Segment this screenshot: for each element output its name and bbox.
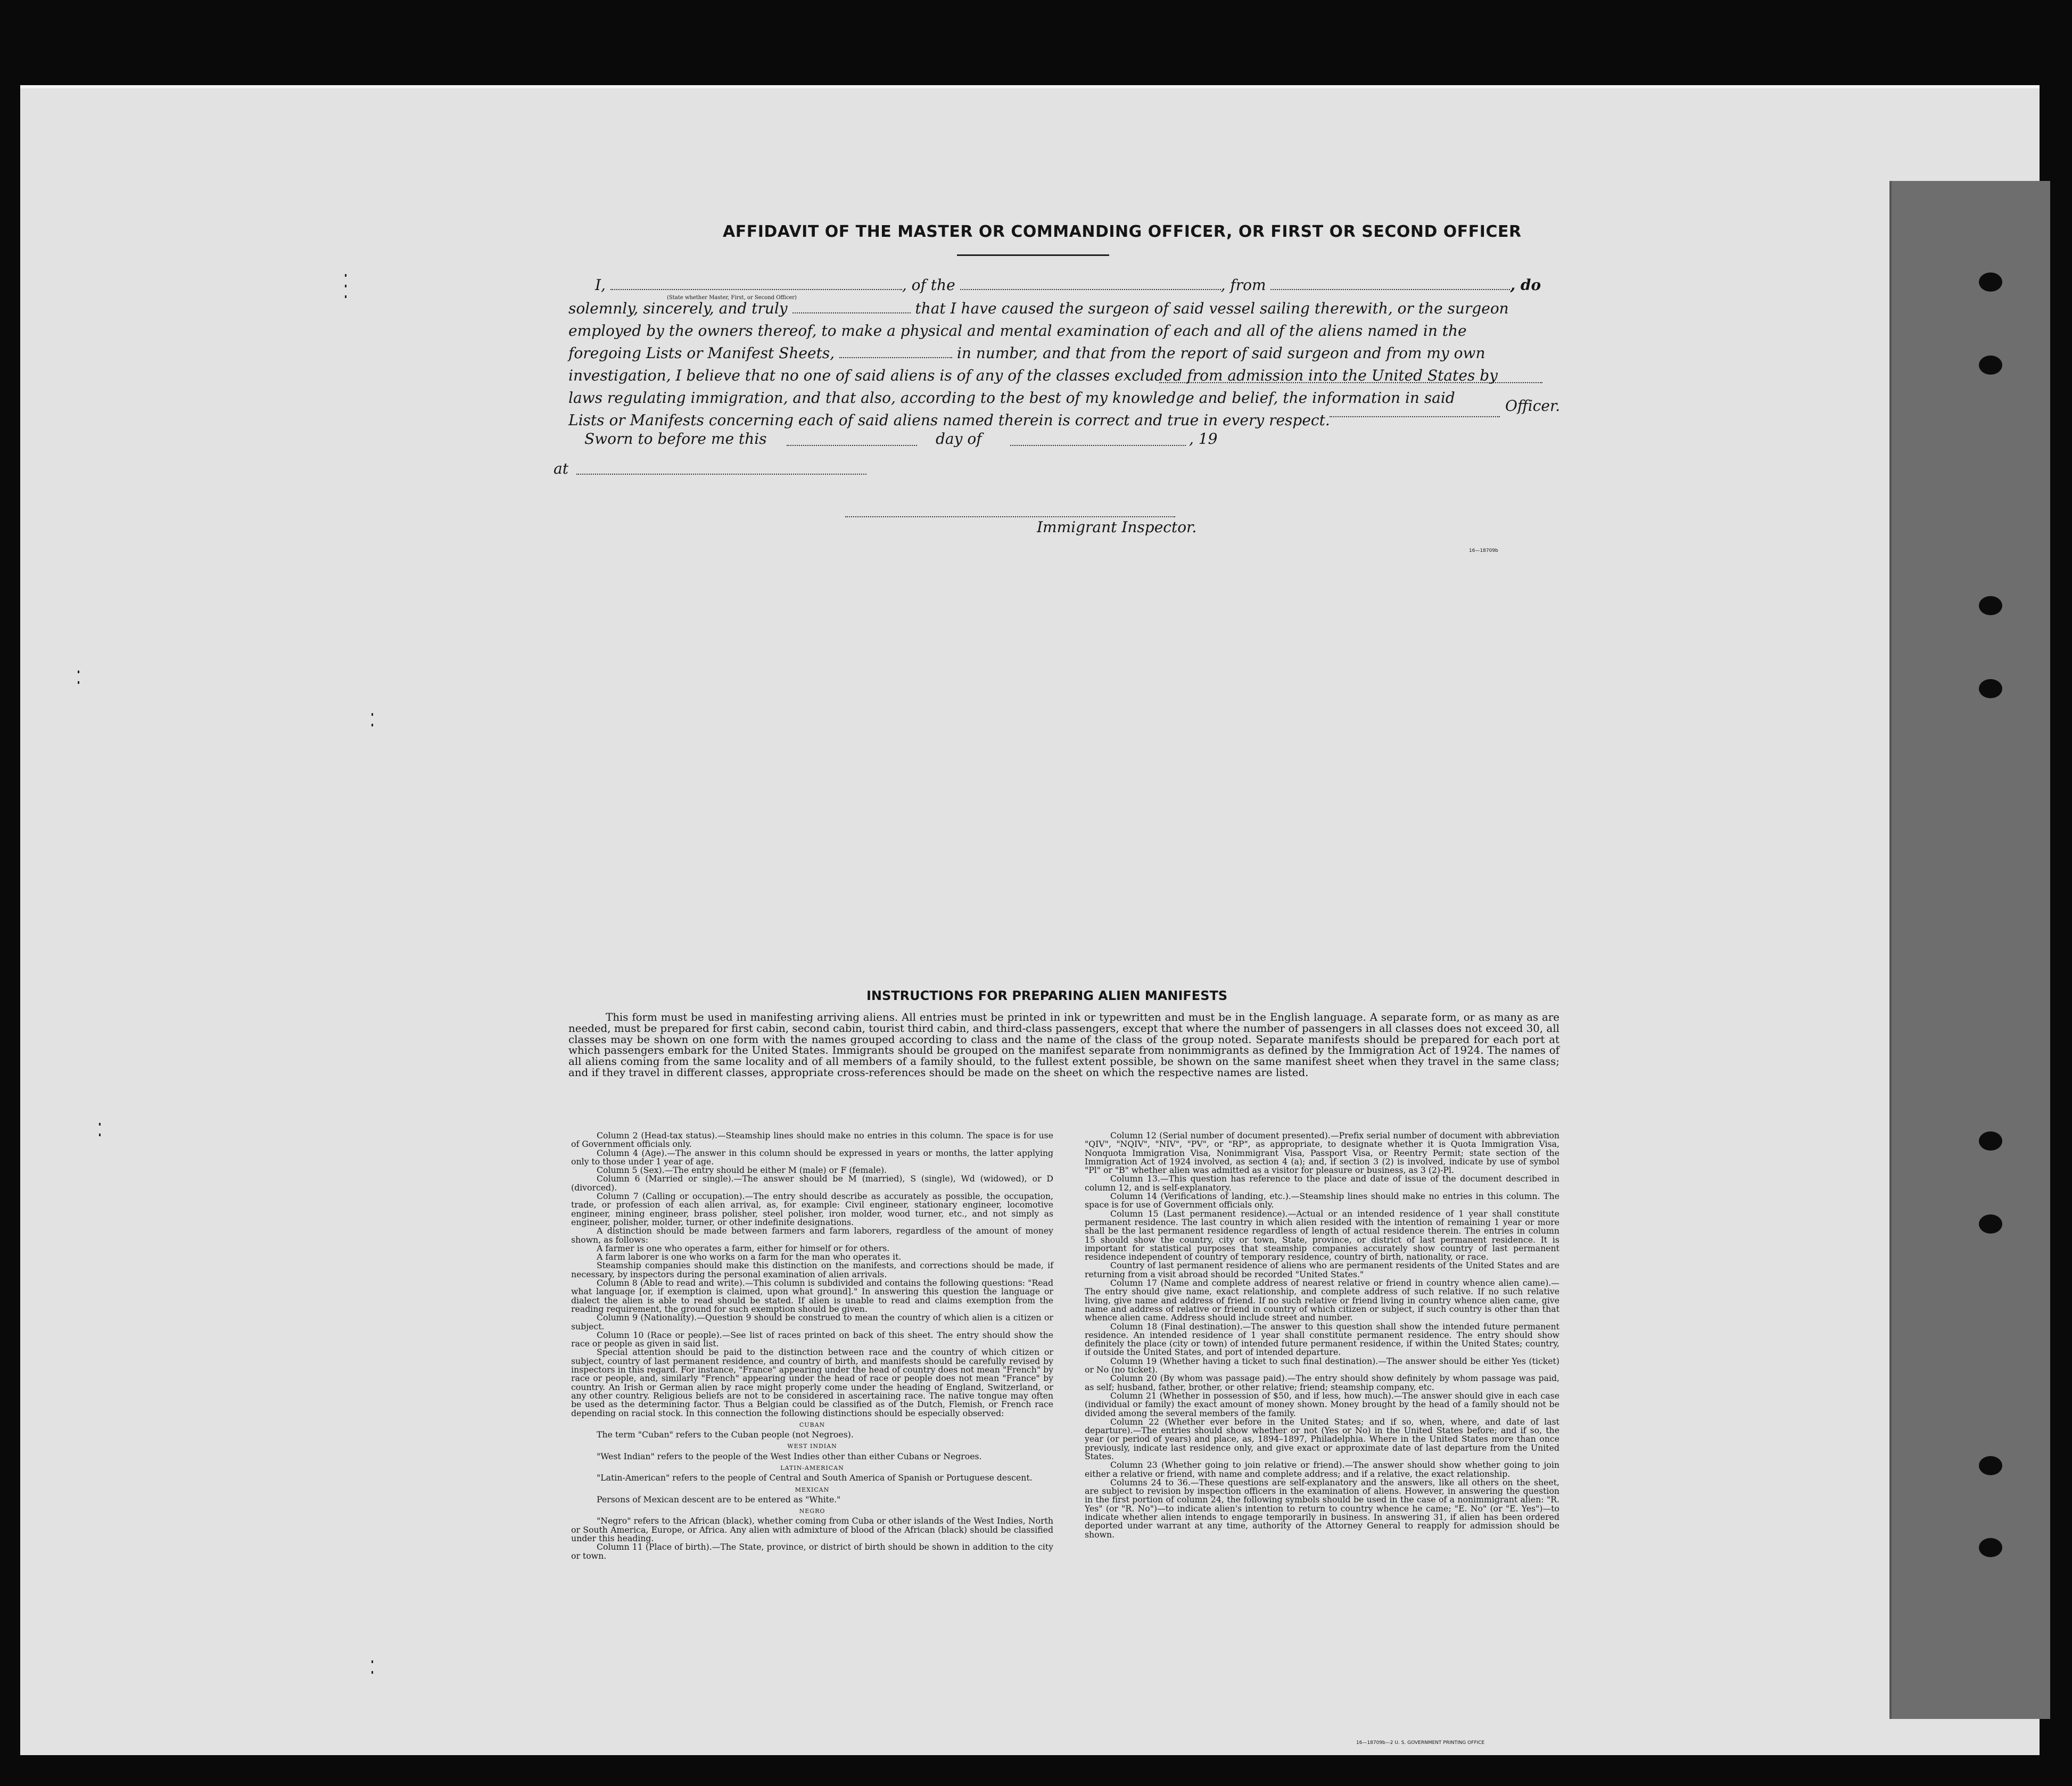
affidavit-line-4a: foregoing Lists or Manifest Sheets, (568, 344, 835, 362)
scan-speck (78, 681, 79, 684)
state-note: (State whether Master, First, or Second Officer) (667, 295, 797, 301)
manifest-sheet (20, 85, 2040, 1755)
scan-speck (372, 1671, 373, 1674)
punch-hole (1979, 1538, 2002, 1557)
signature-line-2[interactable] (1330, 415, 1500, 417)
instruction-paragraph: Columns 24 to 36.—These questions are self-explanatory and the answers, like all others on the sheet, are subject to revision by inspection officers in the examination of aliens. However, in answering the question in the first portion of column 24, the following symbols should be used in the case of a nonimmigrant alien: "R. Yes" (or "R. No")—to indicate alien's intention to return to country whence he came; "E. No" (or "E. Yes")—to indicate whether alien intends to engage temporarily in business. In answering 31, if alien has been ordered deported under warrant at any time, authority of the Attorney General to reapply for admission should be shown. (1085, 1477, 1559, 1540)
instruction-paragraph: Column 6 (Married or single).—The answer should be M (married), S (single), Wd (widowed), or D (divorced). (571, 1173, 1053, 1193)
at-label: at (554, 460, 568, 477)
instruction-paragraph: Column 12 (Serial number of document presented).—Prefix serial number of document with abbreviation "QIV", "NQIV", "NIV", "PV", or "RP", as appropriate, to designate whether it is Quota Immigration Visa, Nonquota Immigration Visa, Nonimmigrant Visa, Passport Visa, or Reentry Permit; state section of the Immigration Act of 1924 involved, as section 4 (a); and, if section 3 (2) is involved, indicate by use of symbol "Pl" or "B" whether alien was admitted as a visitor for pleasure or business, as 3 (2)-Pl. (1085, 1130, 1559, 1176)
instructions-right-column (1085, 1131, 1559, 1539)
negro-heading: NEGRO (799, 1508, 826, 1515)
punch-hole (1979, 596, 2002, 615)
signature-line-1[interactable] (1159, 381, 1542, 383)
instruction-paragraph: Steamship companies should make this distinction on the manifests, and corrections should be made, if necessary, by inspectors during the personal examination of alien arrivals. (571, 1260, 1053, 1279)
instructions-intro: This form must be used in manifesting arriving aliens. All entries must be printed in ink or typewritten and must be in the English language. A separate form, or as many as are needed, must be prepared for first cabin, second cabin, tourist third cabin, and third-class passengers, except that where the number of passengers in all classes does not exceed 30, all classes may be shown on one form with the names grouped according to class and the name of the class of the group noted. Separate manifests should be prepared for each port at which passengers embark for the United States. Immigrants should be grouped on the manifest separate from nonimmigrants as defined by the Immigration Act of 1924. The names of all aliens coming from the same locality and of all members of a family should, to the fullest extent possible, be shown on the same manifest sheet when they travel in the same class; and if they travel in different classes, appropriate cross-references should be made on the sheet on which the respective names are listed. (568, 1011, 1559, 1079)
scan-speck (345, 285, 346, 287)
inspector-label: Immigrant Inspector. (1037, 518, 1197, 536)
sworn-month-field[interactable] (1010, 444, 1186, 446)
instructions-left-column (571, 1131, 1053, 1560)
scan-speck (345, 295, 346, 298)
punch-hole (1979, 1214, 2002, 1234)
punch-hole (1979, 272, 2002, 292)
officer-label: Officer. (1505, 397, 1561, 415)
port-from-field[interactable] (1270, 277, 1510, 290)
instruction-paragraph: Column 5 (Sex).—The entry should be either M (male) or F (female). (597, 1165, 887, 1176)
instruction-paragraph: Column 4 (Age).—The answer in this column should be expressed in years or months, the latter applying only to those under 1 year of age. (571, 1147, 1053, 1167)
year-label: , 19 (1189, 430, 1218, 448)
mexican-heading: MEXICAN (795, 1486, 830, 1493)
instruction-paragraph: Column 19 (Whether having a ticket to such final destination).—The answer should be either Yes (ticket) or No (no ticket). (1085, 1355, 1559, 1375)
affidavit-line-6: laws regulating immigration, and that also, according to the best of my knowledge and belief, the information in said (568, 389, 1455, 407)
instruction-paragraph: Column 22 (Whether ever before in the United States; and if so, when, where, and date of last departure).—The entries should show whether or not (Yes or No) in the United States before; and if so, the year (or period of years) and place, as, 1894–1897, Philadelphia. Where in the United States more than once previously, indicate last residence only, and give exact or approximate date of last departure from the United States. (1085, 1416, 1559, 1461)
instruction-paragraph: Column 10 (Race or people).—See list of races printed on back of this sheet. The entry should show the race or people as given in said list. (571, 1329, 1053, 1349)
instructions-title: INSTRUCTIONS FOR PREPARING ALIEN MANIFESTS (866, 988, 1228, 1003)
binding-stripe (1889, 181, 2050, 1719)
vessel-name-field[interactable] (960, 277, 1221, 290)
negro-text: "Negro" refers to the African (black), whether coming from Cuba or other islands of the West Indies, North or South America, Europe, or Africa. Any alien with admixture of blood of the African (black) should be classified under this heading. (571, 1516, 1053, 1544)
day-of-label: day of (936, 430, 982, 448)
instruction-paragraph: Column 18 (Final destination).—The answer to this question shall show the intended future permanent residence. An intended residence of 1 year shall constitute permanent residence. The entry should show definitely the place (city or town) of intended future permanent residence, if within the United States; country, if outside the United States, and port of intended departure. (1085, 1321, 1559, 1358)
scan-speck (99, 1134, 101, 1136)
instruction-paragraph: Column 17 (Name and complete address of nearest relative or friend in country whence alien came).—The entry should give name, exact relationship, and complete address of such relative. If no such relative living, give name and address of friend. If no such relative or friend living in country whence alien came, give name and address of relative or friend in country of which citizen or subject, if such country is other than that whence alien came. Address should include street and number. (1085, 1278, 1559, 1323)
swear-affirm-field[interactable] (793, 301, 911, 313)
title-rule (957, 254, 1109, 256)
affidavit-line-4 (568, 345, 1485, 362)
inspector-signature-field[interactable] (845, 515, 1175, 517)
affidavit-line-2a: solemnly, sincerely, and truly (568, 300, 788, 317)
sworn-label: Sworn to before me this (584, 430, 767, 448)
instruction-paragraph: Country of last permanent residence of aliens who are permanent residents of the United States and are returning from a visit abroad should be recorded "United States." (1085, 1260, 1559, 1279)
punch-hole (1979, 355, 2002, 375)
instruction-paragraph: A farmer is one who operates a farm, either for himself or for others. (597, 1243, 890, 1253)
instruction-paragraph: Column 15 (Last permanent residence).—Actual or an intended residence of 1 year shall constitute permanent residence. The last country in which alien resided with the intention of remaining 1 year or more shall be the last permanent residence regardless of length of actual residence therein. The entries in column 15 should show the country, city or town, State, province, or district of last permanent residence. It is important for statistical purposes that steamship companies accurately show country of last permanent residence independent of country of temporary residence, country of birth, nationality, or race. (1085, 1208, 1559, 1262)
scan-speck (372, 713, 373, 716)
affidavit-line-7: Lists or Manifests concerning each of said aliens named therein is correct and true in every respect. (568, 411, 1330, 429)
scan-speck (99, 1123, 101, 1126)
number-of-aliens-field[interactable] (839, 345, 952, 358)
scan-speck (372, 724, 373, 726)
affidavit-of-the: , of the (902, 276, 955, 294)
affidavit-i: I, (595, 276, 606, 294)
cuban-text: The term "Cuban" refers to the Cuban people (not Negroes). (597, 1429, 854, 1440)
instruction-paragraph: Column 14 (Verifications of landing, etc.).—Steamship lines should make no entries in this column. The space is for use of Government officials only. (1085, 1191, 1559, 1210)
west-indian-text: "West Indian" refers to the people of the West Indies other than either Cubans or Negroes. (597, 1451, 982, 1461)
sheet-edge (20, 85, 2040, 88)
affidavit-title: AFFIDAVIT OF THE MASTER OR COMMANDING OFFICER, OR FIRST OR SECOND OFFICER (723, 222, 1522, 241)
affidavit-from: , from (1220, 276, 1266, 294)
mexican-text: Persons of Mexican descent are to be entered as "White." (597, 1494, 841, 1504)
scan-speck (345, 274, 346, 277)
affidavit-line-4b: in number, and that from the report of said surgeon and from my own (956, 344, 1485, 362)
west-indian-heading: WEST INDIAN (787, 1443, 837, 1450)
column-11-text: Column 11 (Place of birth).—The State, province, or district of birth should be shown in addition to the city or town. (571, 1542, 1053, 1561)
instruction-paragraph: A distinction should be made between farmers and farm laborers, regardless of the amount of money shown, as follows: (571, 1226, 1053, 1245)
officer-rank-field[interactable] (610, 277, 902, 290)
sworn-day-field[interactable] (787, 444, 917, 446)
at-place-field[interactable] (576, 473, 866, 475)
affidavit-line-5: investigation, I believe that no one of said aliens is of any of the classes excluded from admission into the United States by (568, 367, 1498, 384)
cuban-heading: CUBAN (799, 1421, 826, 1428)
punch-hole (1979, 1131, 2002, 1151)
latin-american-text: "Latin-American" refers to the people of Central and South America of Spanish or Portuguese descent. (597, 1473, 1033, 1483)
instruction-paragraph: Column 23 (Whether going to join relative or friend).—The answer should show whether going to join either a relative or friend, with name and complete address; and if a relative, the exact relationship. (1085, 1460, 1559, 1479)
instruction-paragraph: Column 8 (Able to read and write).—This column is subdivided and contains the following questions: "Read what language [or, if exemption is claimed, upon what ground]." In answering this question the language or dialect the alien is able to read should be stated. If alien is unable to read and claims exemption from the reading requirement, the ground for such exemption should be given. (571, 1278, 1053, 1314)
instruction-paragraph: Column 9 (Nationality).—Question 9 should be construed to mean the country of which alien is a citizen or subject. (571, 1312, 1053, 1332)
punch-hole (1979, 679, 2002, 698)
scan-speck (372, 1660, 373, 1663)
instruction-paragraph: Column 21 (Whether in possession of $50, and if less, how much).—The answer should give in each case (individual or family) the exact amount of money shown. Money brought by the head of a family should not be divided among the several members of the family. (1085, 1390, 1559, 1418)
instruction-paragraph: Column 20 (By whom was passage paid).—The entry should show definitely by whom passage was paid, as self; husband, father, brother, or other relative; friend; steamship company, etc. (1085, 1373, 1559, 1392)
instruction-paragraph: Column 2 (Head-tax status).—Steamship lines should make no entries in this column. The space is for use of Government officials only. (571, 1130, 1053, 1150)
affidavit-do: , do (1510, 276, 1541, 294)
latin-american-heading: LATIN-AMERICAN (780, 1464, 844, 1471)
instruction-paragraph: Column 7 (Calling or occupation).—The entry should describe as accurately as possible, the occupation, trade, or profession of each alien arrival, as, for example: Civil engineer, stationary engineer, locomotive engineer, mining engineer, brass polisher, steel polisher, iron molder, wood turner, etc., and not simply as engineer, polisher, molder, turner, or other indefinite designations. (571, 1191, 1053, 1227)
affidavit-line-2 (568, 300, 1509, 317)
form-number: 16—18709b (1469, 548, 1498, 553)
scan-speck (78, 671, 79, 673)
instruction-paragraph: Special attention should be paid to the distinction between race and the country of which citizen or subject, country of last permanent residence, and country of birth, and manifests should be carefully revised by inspectors in this regard. For instance, "France" appearing under the head of country does not mean "French" by race or people, and, similarly "French" appearing under the head of race or people does not mean "France" by country. An Irish or German alien by race might properly come under the heading of England, Switzerland, or any other country. Religious beliefs are not to be considered in ascertaining race. The native tongue may often be used as the determining factor. Thus a Belgian could be classified as of the Dutch, Flemish, or French race depending on racial stock. In this connection the following distinctions should be especially observed: (571, 1347, 1053, 1418)
instruction-paragraph: A farm laborer is one who works on a farm for the man who operates it. (597, 1252, 902, 1262)
instruction-paragraph: Column 13.—This question has reference to the place and date of issue of the document described in column 12, and is self-explanatory. (1085, 1173, 1559, 1193)
affidavit-line-2b: that I have caused the surgeon of said vessel sailing therewith, or the surgeon (915, 300, 1509, 317)
punch-hole (1979, 1456, 2002, 1475)
printing-office-footer: 16—18709b—2 U. S. GOVERNMENT PRINTING OFFICE (1356, 1740, 1485, 1746)
affidavit-line-1 (568, 277, 1541, 294)
affidavit-line-3: employed by the owners thereof, to make a physical and mental examination of each and all of the aliens named in the (568, 322, 1467, 340)
